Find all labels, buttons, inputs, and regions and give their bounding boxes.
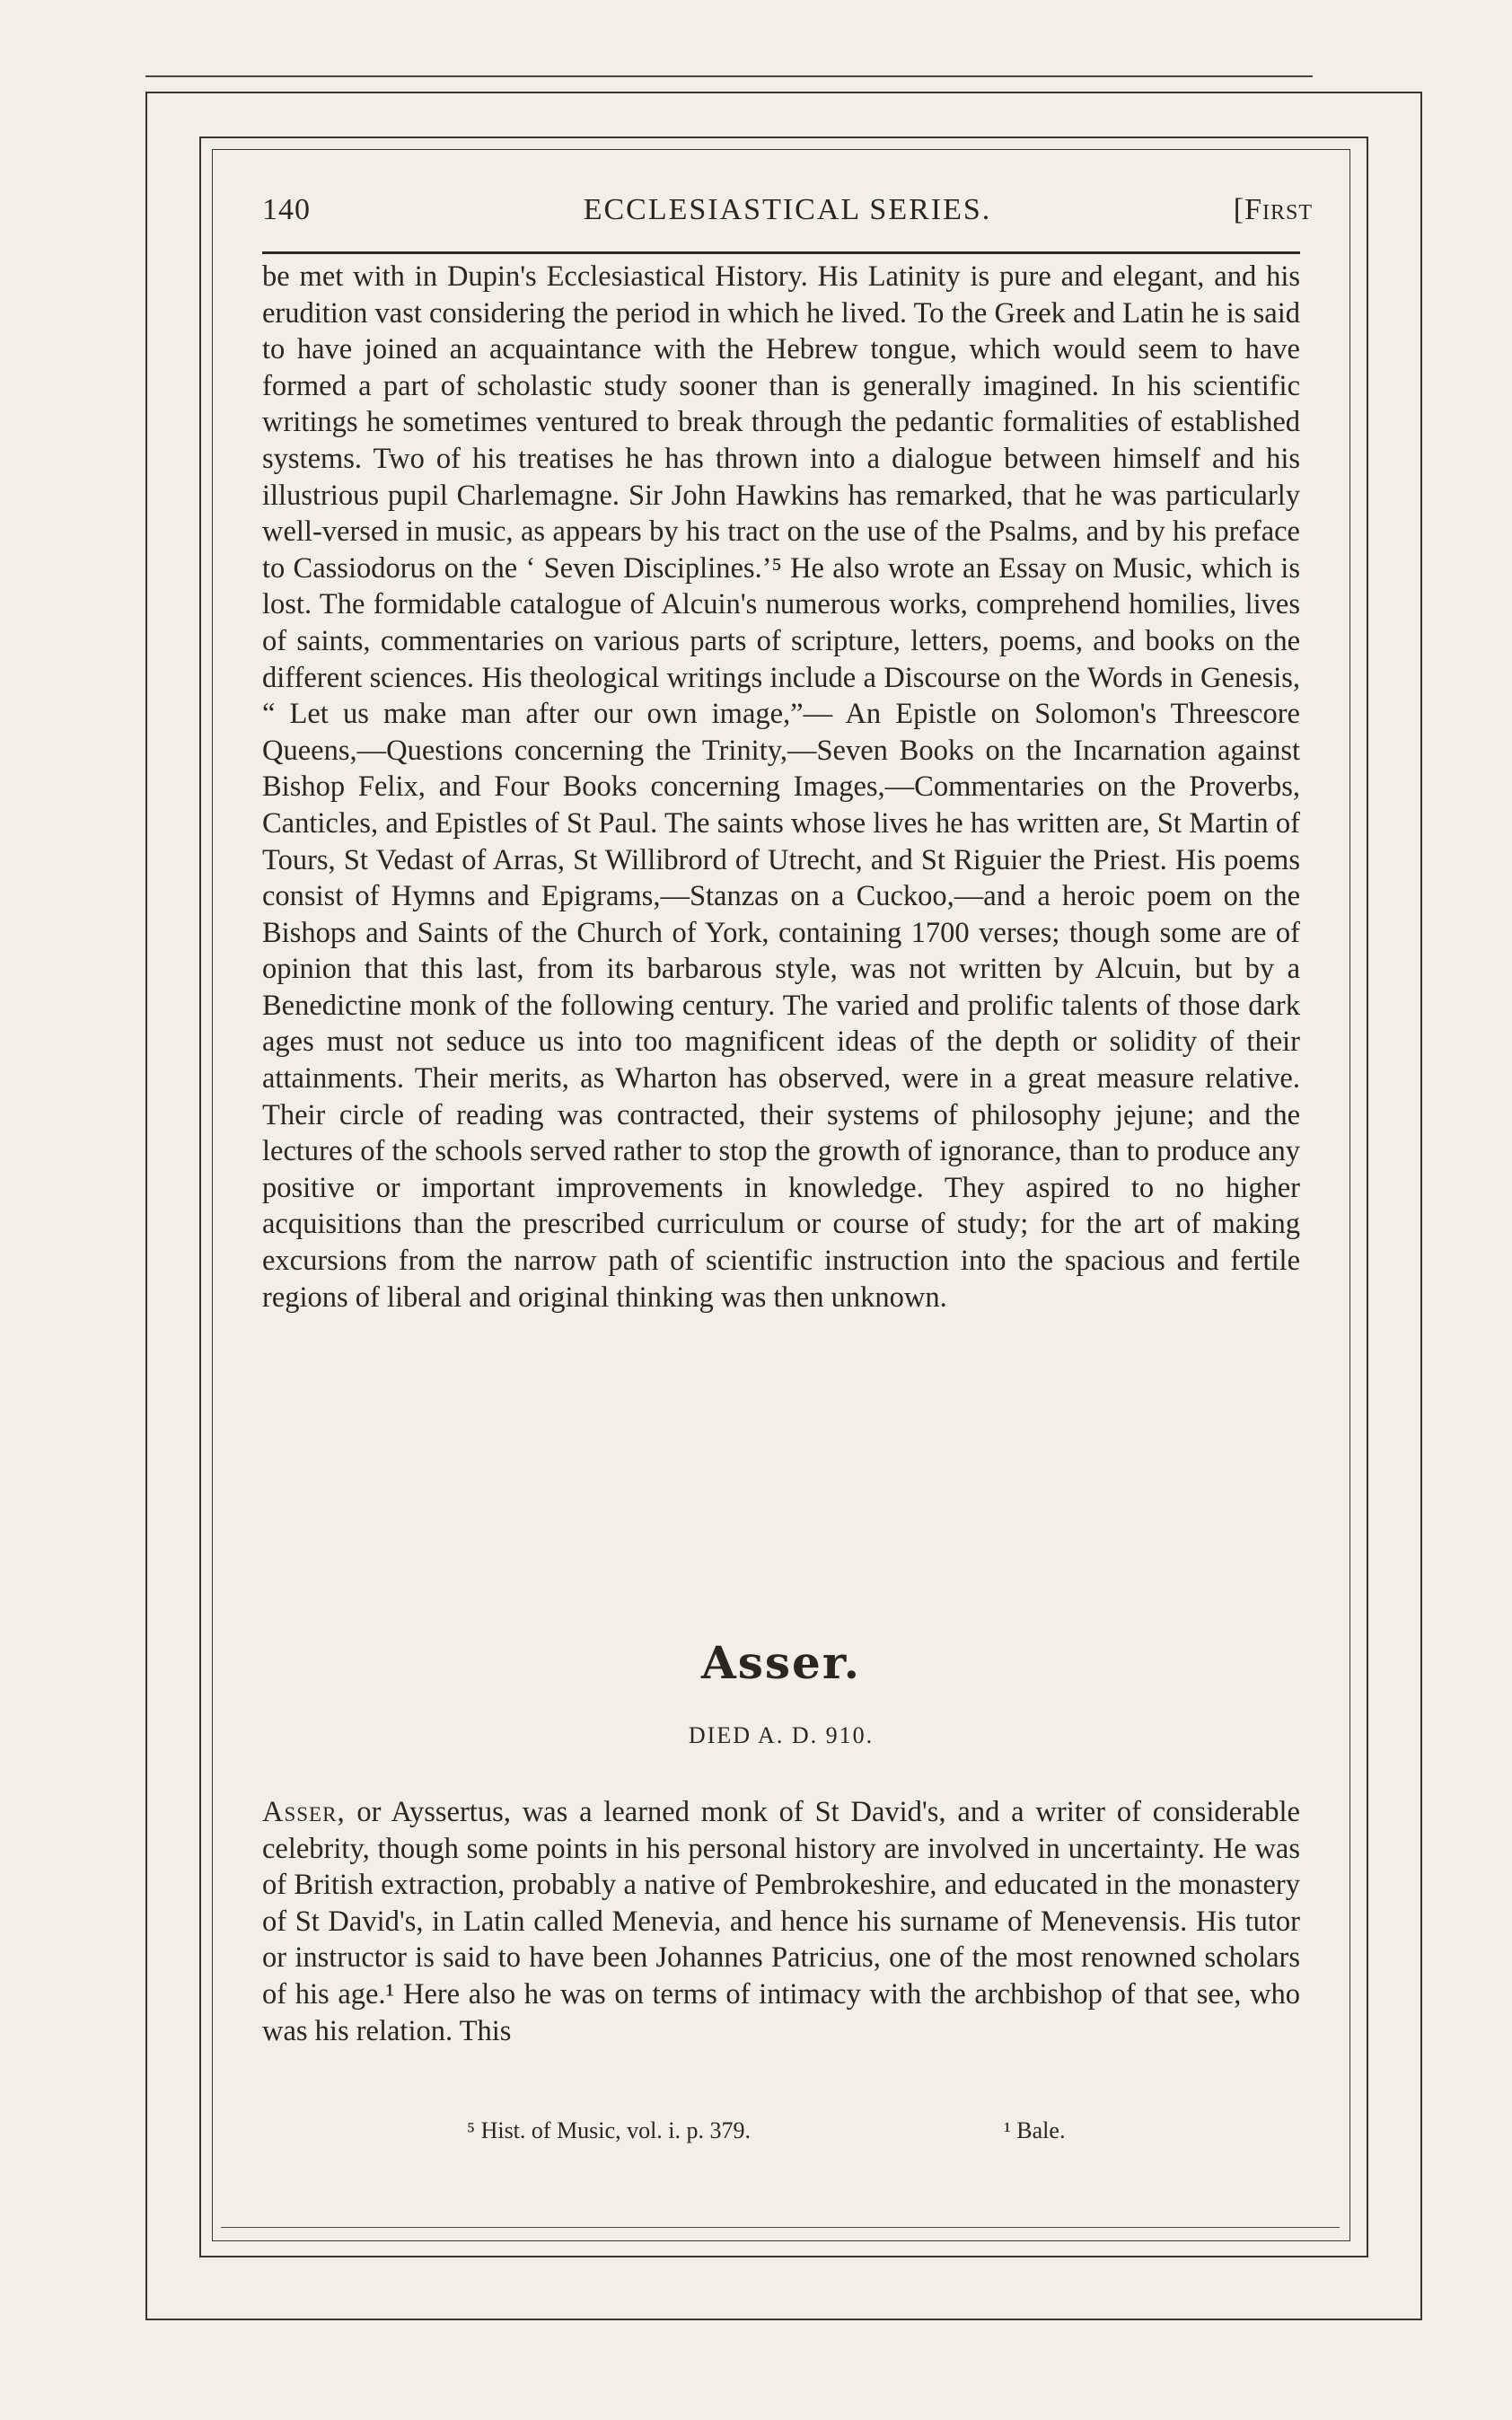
entry-text: or Ayssertus, was a learned monk of St David's, and a writer of considerable celebrity, though some points in his personal history are involved in uncertainty. He was of British extraction, probably a native of Pembrokeshire, and educated in the monastery of St David's, in Latin called Menevia, and hence his surname of Menevensis. His tutor or instructor is said to have been Johannes Patricius, one of the most renowned scholars of his age.¹ Here also he was on terms of intimacy with the archbishop of that see, who was his relation. This	[262, 1796, 1300, 2047]
running-head: ECCLESIASTICAL SERIES.	[583, 193, 992, 226]
body-paragraph: be met with in Dupin's Ecclesiastical History. His Latinity is pure and elegant, and his erudition vast considering the period in which he lived. To the Greek and Latin he is said to have joined an acquaintance with the Hebrew tongue, which would seem to have formed a part of scholastic study sooner than is generally imagined. In his scientific writings he sometimes ventured to break through the pedantic formalities of established systems. Two of his treatises he has thrown into a dialogue between himself and his illustrious pupil Charlemagne. Sir John Hawkins has remarked, that he was particularly well-versed in music, as appears by his tract on the use of the Psalms, and by his preface to Cassiodorus on the ‘ Seven Disciplines.’⁵ He also wrote an Essay on Music, which is lost. The formidable catalogue of Alcuin's numerous works, comprehend homilies, lives of saints, commentaries on various parts of scripture, letters, poems, and books on the different sciences. His theological writings include a Discourse on the Words in Genesis, “ Let us make man after our own image,”— An Epistle on Solomon's Threescore Queens,—Questions concerning the Trinity,—Seven Books on the Incarnation against Bishop Felix, and Four Books concerning Images,—Commentaries on the Proverbs, Canticles, and Epistles of St Paul. The saints whose lives he has written are, St Martin of Tours, St Vedast of Arras, St Willibrord of Utrecht, and St Riguier the Priest. His poems consist of Hymns and Epigrams,—Stanzas on a Cuckoo,—and a heroic poem on the Bishops and Saints of the Church of York, containing 1700 verses; though some are of opinion that this last, from its barbarous style, was not written by Alcuin, but by a Benedictine monk of the following century. The varied and prolific talents of those dark ages must not seduce us into too magnificent ideas of the depth or solidity of their attainments. Their merits, as Wharton has observed, were in a great measure relative. Their circle of reading was contracted, their systems of philosophy jejune; and the lectures of the schools served rather to stop the growth of ignorance, than to produce any positive or important improvements in knowledge. They aspired to no higher acquisitions than the prescribed curriculum or course of study; for the art of making excursions from the narrow path of scientific instruction into the spacious and fertile regions of liberal and original thinking was then unknown.	[262, 260, 1300, 1314]
entry-date: DIED A. D. 910.	[688, 1722, 875, 1748]
entry-lead-word: Asser,	[262, 1796, 346, 1828]
page-header	[262, 193, 1313, 238]
page-number: 140	[262, 193, 311, 226]
section-tag: [First	[1233, 193, 1313, 226]
top-edge-stroke	[145, 75, 1313, 77]
footnote-bale: ¹ Bale.	[1004, 2117, 1066, 2143]
footnote-music: ⁵ Hist. of Music, vol. i. p. 379.	[467, 2117, 752, 2143]
footnotes	[262, 2117, 1300, 2153]
footer-rule	[221, 2227, 1340, 2228]
entry-paragraph	[262, 1794, 1300, 2049]
header-rule	[262, 251, 1300, 254]
entry-title: Asser.	[700, 1636, 862, 1689]
